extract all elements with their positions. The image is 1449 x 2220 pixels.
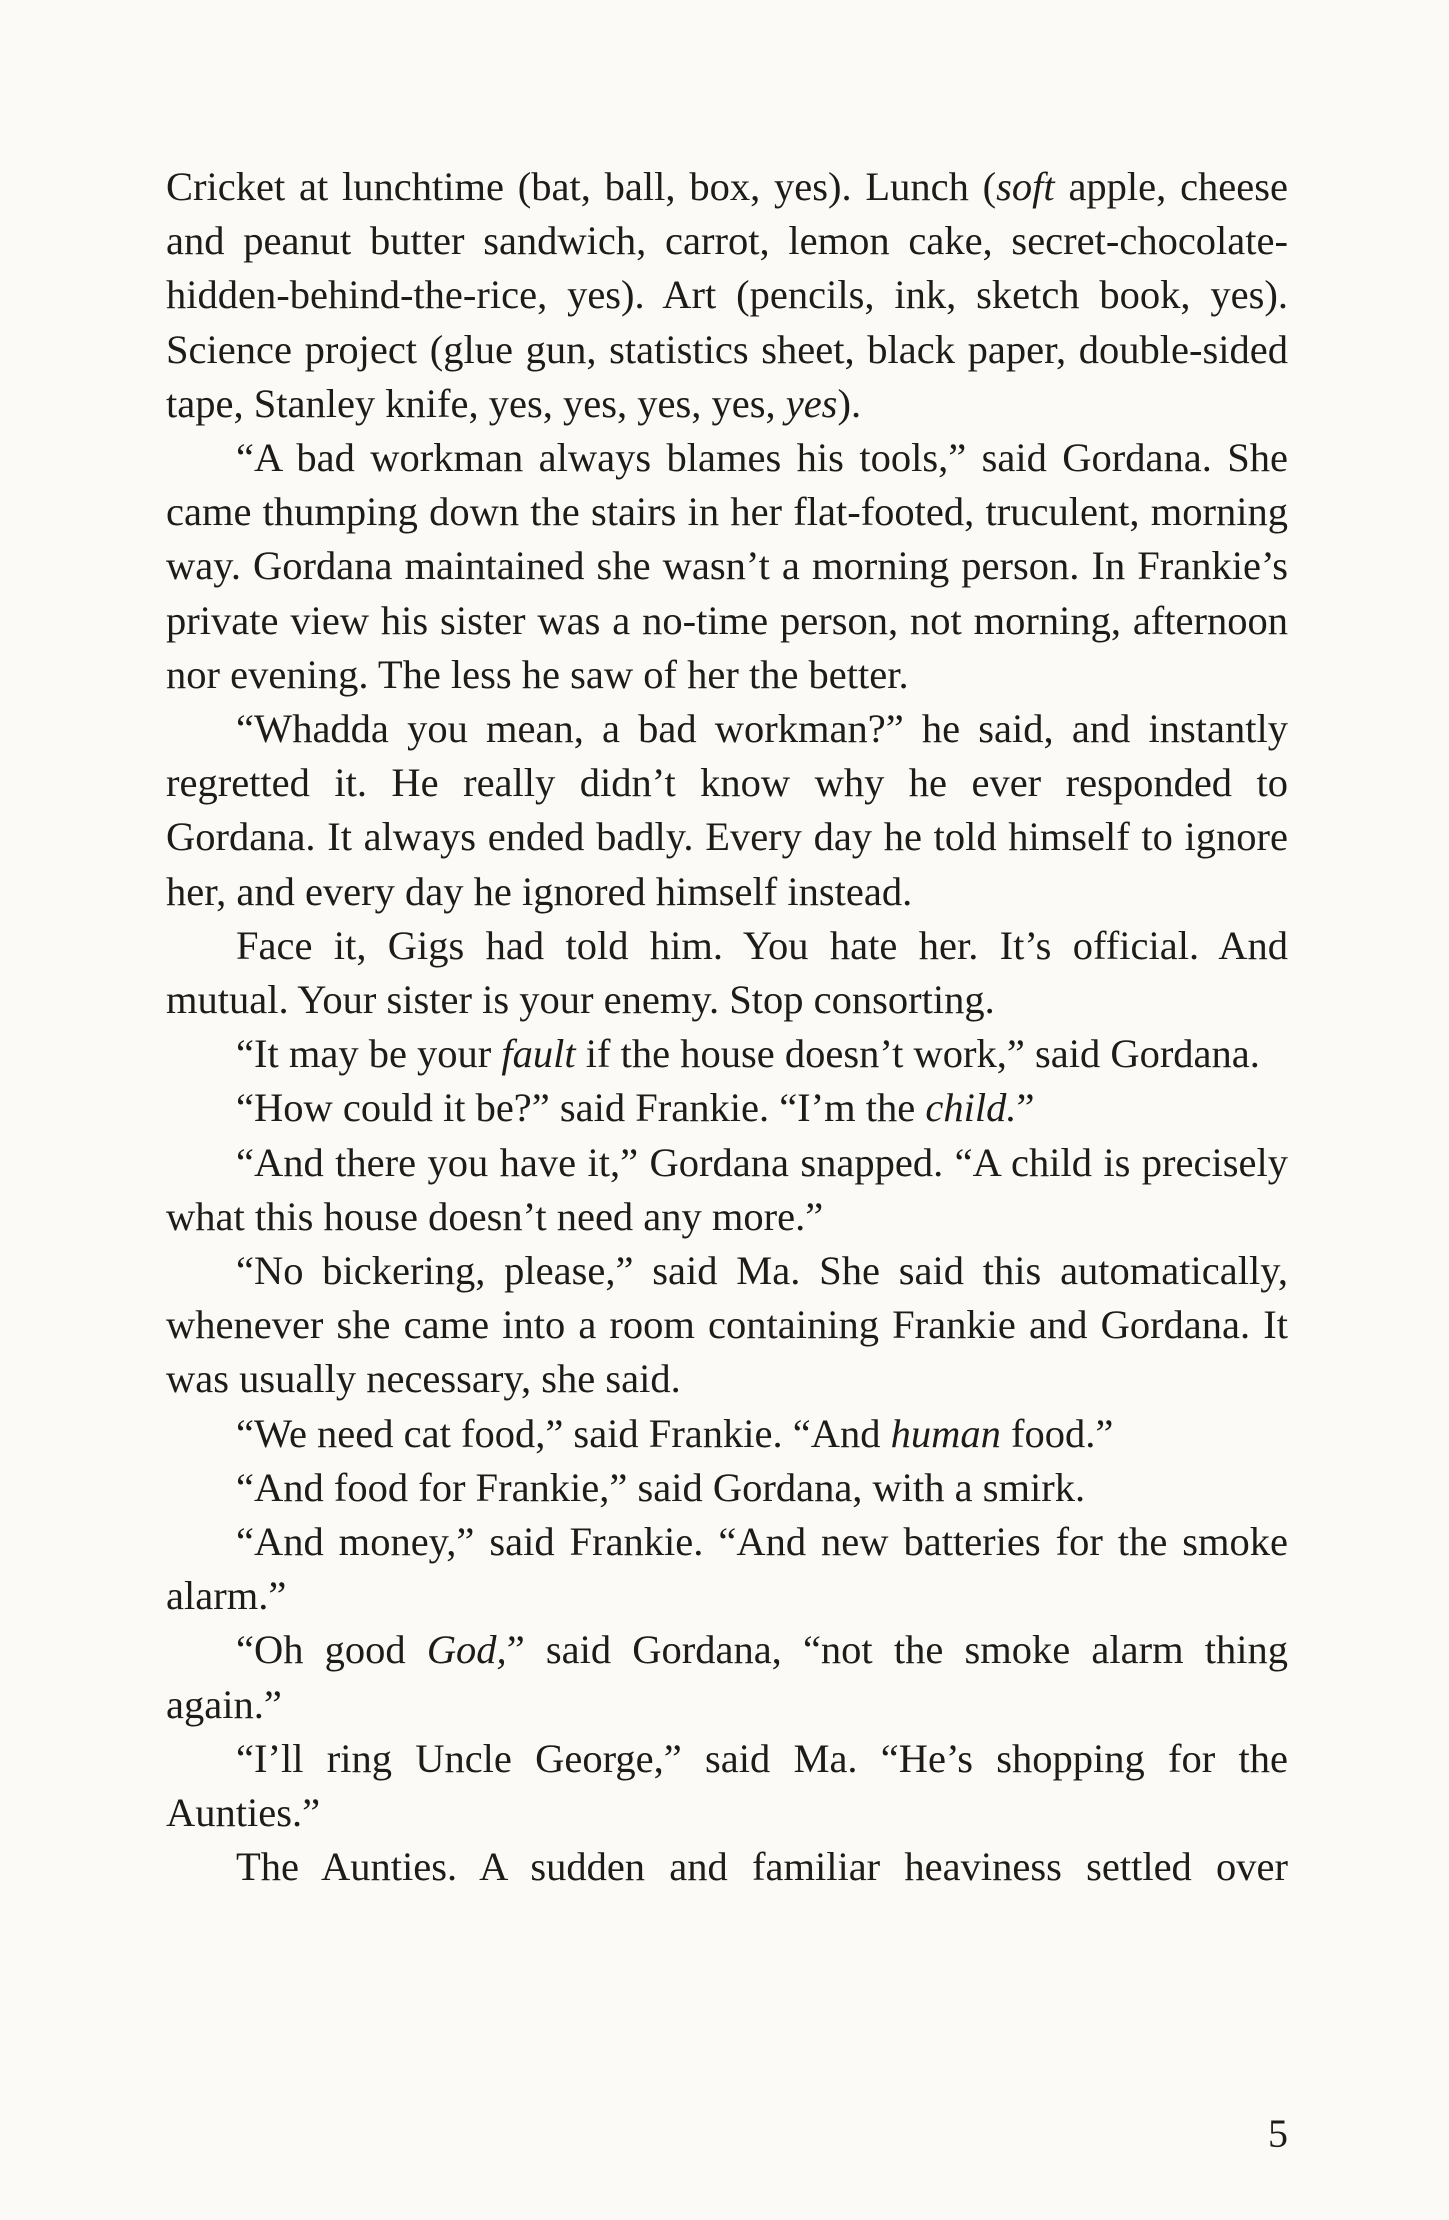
paragraph (166, 431, 1288, 702)
body-text (166, 160, 1288, 1895)
italic-text-run: human (890, 1410, 1001, 1456)
paragraph (166, 919, 1288, 1027)
paragraph (166, 1244, 1288, 1407)
text-run: “We need cat food,” said Frankie. “And (236, 1410, 891, 1456)
book-page (166, 160, 1288, 1895)
italic-text-run: soft (996, 164, 1055, 209)
italic-text-run: child. (925, 1085, 1017, 1131)
paragraph (166, 1840, 1288, 1894)
paragraph (166, 1027, 1288, 1081)
paragraph (166, 1136, 1288, 1244)
paragraph (166, 702, 1288, 919)
text-run: “And there you have it,” Gordana snapped. “A child is precisely what this house doesn’t need any more.” (166, 1139, 1288, 1239)
italic-text-run: fault (501, 1031, 576, 1077)
paragraph (166, 1407, 1288, 1461)
paragraph (166, 1081, 1288, 1135)
text-run: “And food for Frankie,” said Gordana, with a smirk. (236, 1464, 1086, 1510)
paragraph (166, 1623, 1288, 1731)
text-run: “No bickering, please,” said Ma. She said this automatically, whenever she came into a room containing Frankie and Gordana. It was usually necessary, she said. (166, 1248, 1288, 1402)
paragraph (166, 1515, 1288, 1623)
italic-text-run: yes (785, 380, 838, 426)
text-run: if the house doesn’t work,” said Gordana. (575, 1031, 1260, 1077)
text-run: “How could it be?” said Frankie. “I’m the (236, 1085, 926, 1131)
italic-text-run: God, (426, 1627, 507, 1673)
paragraph (166, 1461, 1288, 1515)
text-run: “A bad workman always blames his tools,” said Gordana. She came thumping down the stairs in her flat-footed, truculent, morning way. Gordana maintained she wasn’t a morning person. In Frankie’s private view his sister was a no-time person, not morning, afternoon nor evening. The less he saw of her the better. (166, 435, 1288, 697)
text-run: Face it, Gigs had told him. You hate her. It’s official. And mutual. Your sister is your enemy. Stop consorting. (166, 922, 1288, 1023)
text-run: The Aunties. A sudden and familiar heaviness settled over (236, 1844, 1288, 1890)
text-run: ” (1016, 1085, 1035, 1131)
text-run: ). (837, 380, 862, 426)
page-number: 5 (1268, 2111, 1288, 2156)
text-run: “Oh good (236, 1627, 427, 1673)
text-run: “And money,” said Frankie. “And new batteries for the smoke alarm.” (166, 1519, 1288, 1619)
text-run: “It may be your (236, 1031, 502, 1077)
text-run: “I’ll ring Uncle George,” said Ma. “He’s shopping for the Aunties.” (166, 1735, 1288, 1836)
text-run: ” said Gordana, “not the smoke alarm thing again.” (166, 1627, 1288, 1727)
paragraph (166, 1732, 1288, 1840)
text-run: food.” (1000, 1410, 1114, 1456)
paragraph (166, 160, 1288, 431)
text-run: apple, cheese and peanut butter sandwich, carrot, lemon cake, secret-chocolate-hidden-behind-the-rice, yes). Art (pencils, ink, sketch book, yes). Science project (glue gun, statistics sheet, black paper, double-sided tape, Stanley knife, yes, yes, yes, yes, (166, 164, 1288, 426)
text-run: “Whadda you mean, a bad workman?” he said, and instantly regretted it. He really didn’t know why he ever responded to Gordana. It always ended badly. Every day he told himself to ignore her, and every day he ignored himself instead. (166, 706, 1288, 914)
text-run: Cricket at lunchtime (bat, ball, box, yes). Lunch ( (166, 164, 997, 209)
